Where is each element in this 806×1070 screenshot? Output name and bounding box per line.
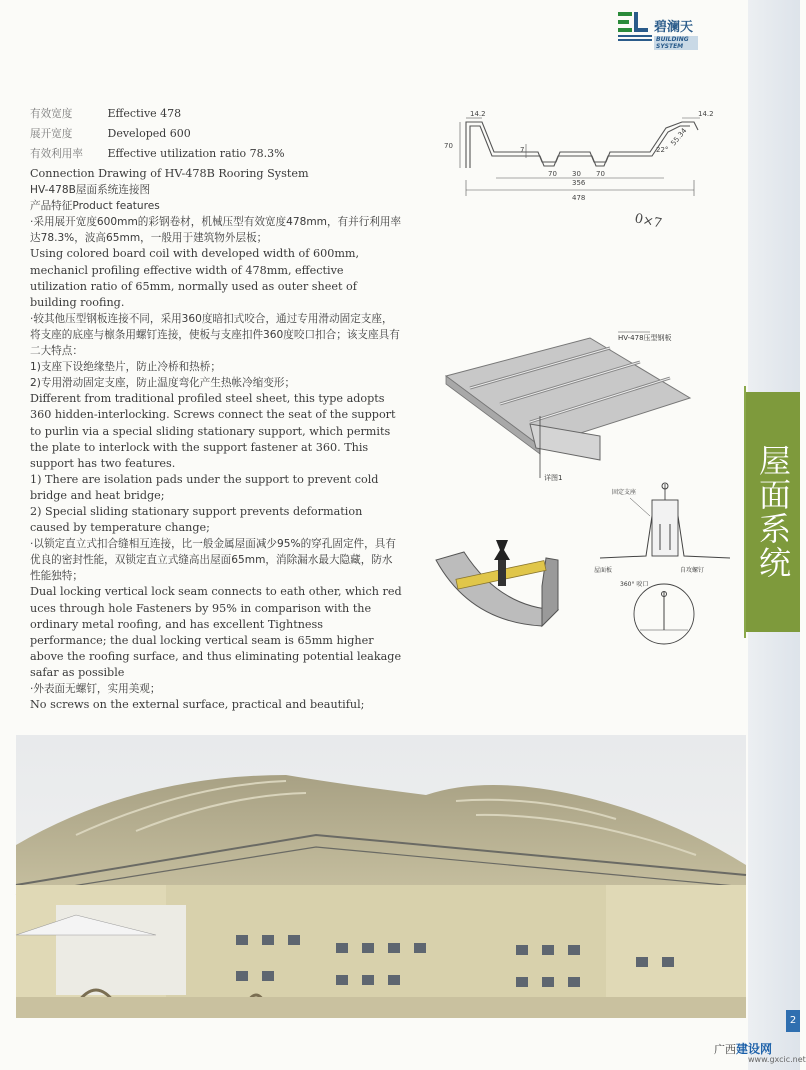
dim-small: 7 [520,146,525,154]
connection-drawing-title: Connection Drawing of HV-478B Rooring System [30,167,309,180]
dim-height: 70 [444,142,453,150]
logo-icon [618,12,652,42]
spec-label: 展开宽度 [30,128,73,140]
spec-value: Effective utilization ratio 78.3% [107,147,285,160]
feature-2-cn: ·较其他压型钢板连接不同，采用360度暗扣式咬合，通过专用滑动固定支座，将支座的底座与檩条用螺钉连接，使板与支座扣件360度咬口扣合；该支座具有二大特点： [30,312,400,358]
spec-developed [30,124,285,144]
support-label-top: 固定支座 [612,489,637,496]
dim-edge: 55.34 [669,126,689,148]
connection-drawing-title-cn: HV-478B屋面系统连接图 [30,184,151,197]
iso-detail-tag: 详图1 [544,474,563,482]
dim-inner: 356 [572,179,586,187]
brand-name-cn: 碧澜天 [654,20,694,35]
page-number: 2 [786,1010,800,1032]
isometric-panel-drawing [440,328,700,488]
feature-4-cn: ·外表面无螺钉，实用美观； [30,683,161,695]
footer-site-cn: 广西 [714,1043,736,1056]
feature-2b-en: 2) Special sliding stationary support prevents deformation caused by temperature change; [30,504,363,535]
feature-2a-en: 1) There are isolation pads under the support to prevent cold bridge and heat bridge; [30,472,379,502]
dim-rib-c: 70 [596,170,605,178]
spec-label: 有效利用率 [30,148,83,160]
feature-1-en: Using colored board coil with developed width of 600mm, mechanicl profiling effective width of 478mm, effective utilization ratio of 65mm, normally used as outer sheet of building roofing. [30,247,360,309]
support-caption: 360° 咬口 [620,581,649,588]
support-label-bottom-left: 屋面板 [594,567,613,574]
dim-rib-b: 30 [572,170,581,178]
feature-3-en: Dual locking vertical lock seam connects to eath other, which red uces through hole Fasteners by 95% in comparison with the ordinary metal roofing, and has excellent Tightness performance; the dual locking vertical seam is 65mm higher above the roofing surface, and thus eliminating potential leakage safar as possible [30,585,402,679]
spec-label: 有效宽度 [30,108,73,120]
footer-url: www.gxcic.net [748,1055,806,1064]
product-description [30,166,402,713]
profile-tag: 0×7 [633,211,664,232]
brand-logo [618,12,698,48]
spec-effective [30,104,285,124]
dim-angle: 22° [656,146,669,154]
profile-section-drawing [430,108,720,232]
spec-list [30,104,285,164]
support-label-bottom-right: 自攻螺钉 [680,567,705,574]
feature-2-en: Different from traditional profiled steel sheet, this type adopts 360 hidden-interlocking. Screws connect the seat of the support to purlin via a special sliding stationary support, which permits the plate to interlock with the support fastener at 360. This support has two features. [30,392,396,470]
dim-top-right: 14.2 [698,110,714,118]
spec-utilization [30,144,285,164]
feature-3-cn: ·以锁定直立式扣合缝相互连接，比一般金属屋面减少95%的穿孔固定件，具有优良的密封性能，双锁定直立式缝高出屋面65mm，消除漏水最大隐藏，防水性能独特； [30,538,396,583]
feature-2b-cn: 2)专用滑动固定支座，防止温度弯化产生热帐冷缩变形； [30,377,296,390]
feature-2a-cn: 1)支座下设绝缘垫片，防止冷桥和热桥； [30,361,221,374]
seam-clip-drawing [430,530,580,630]
support-detail-drawing [590,480,740,650]
spec-value: Developed 600 [107,127,191,140]
iso-panel-label: HV-478压型钢板 [618,334,672,342]
feature-1-cn: ·采用展开宽度600mm的彩钢卷材，机械压型有效宽度478mm，有并行利用率达78.3%，波高65mm，一般用于建筑物外层板； [30,216,402,245]
stadium-photo [16,735,746,1018]
footer-site-brand: 建设网 [736,1042,773,1056]
feature-4-en: No screws on the external surface, practical and beautiful; [30,698,365,712]
features-heading: 产品特征Product features [30,200,160,213]
section-tab: 屋面系统 [746,392,800,632]
brand-name-en: BUILDING SYSTEM [654,36,698,50]
dim-total: 478 [572,194,586,202]
dim-top-left: 14.2 [470,110,486,118]
dim-rib-a: 70 [548,170,557,178]
spec-value: Effective 478 [107,107,182,120]
